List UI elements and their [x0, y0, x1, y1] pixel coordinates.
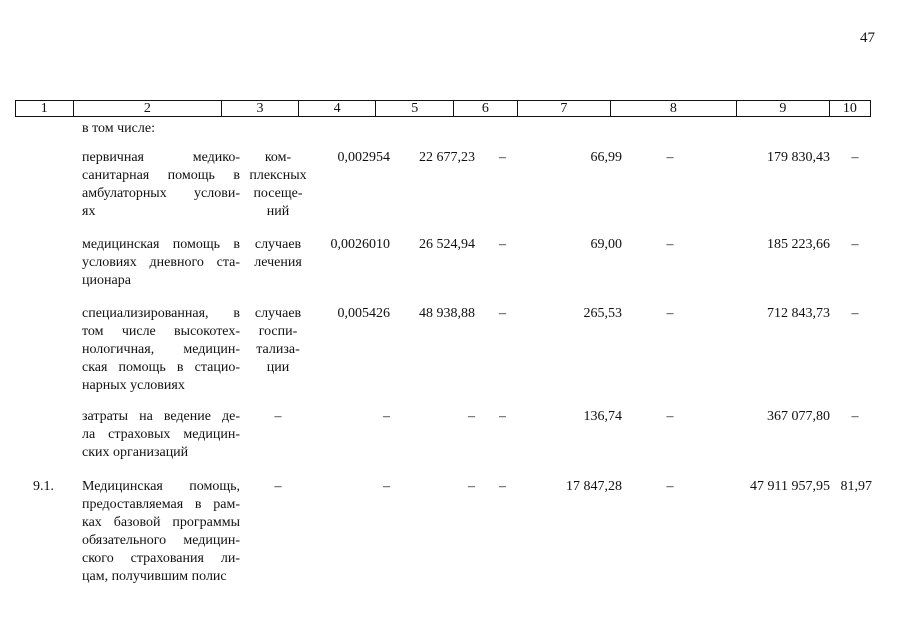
row-name-line: санитарная помощь в — [82, 168, 240, 183]
row-name-line: нологичная, медицин- — [82, 342, 240, 357]
header-cell: 1 — [16, 101, 74, 116]
row-name-line: затраты на ведение де- — [82, 409, 240, 424]
row-unit-line: – — [274, 479, 282, 494]
cell-col-5: 26 524,94 — [419, 237, 475, 252]
subheading: в том числе: — [82, 121, 155, 136]
row-unit-line: – — [274, 409, 282, 424]
header-cell: 2 — [74, 101, 223, 116]
cell-col-6: – — [499, 150, 506, 165]
row-unit — [242, 305, 314, 377]
row-name-line: ского страхования ли- — [82, 551, 240, 566]
cell-col-7: 136,74 — [583, 409, 622, 424]
cell-col-10: – — [851, 409, 859, 424]
cell-col-6: – — [499, 479, 506, 494]
row-unit-line: посеще- — [253, 186, 303, 201]
row-unit-line: случаев — [254, 237, 302, 252]
row-name-line: предоставляемая в рам- — [82, 497, 240, 512]
cell-col-9: 185 223,66 — [767, 237, 830, 252]
cell-col-8: – — [666, 479, 674, 494]
row-name-line: обязательного медицин- — [82, 533, 240, 548]
cell-col-4: 0,005426 — [337, 306, 390, 321]
cell-col-5: 22 677,23 — [419, 150, 475, 165]
cell-col-7: 265,53 — [583, 306, 622, 321]
cell-col-4: – — [383, 479, 390, 494]
row-unit-line: случаев — [254, 306, 302, 321]
cell-col-7: 69,00 — [590, 237, 622, 252]
row-name-line: нарных условиях — [82, 378, 185, 393]
row-unit-line: госпи- — [258, 324, 298, 339]
row-name-line: ционара — [82, 273, 131, 288]
row-name-line: первичная медико- — [82, 150, 240, 165]
row-unit — [242, 478, 314, 496]
row-name-line: медицинская помощь в — [82, 237, 240, 252]
row-name-line: амбулаторных услови- — [82, 186, 240, 201]
row-name-line: ская помощь в стацио- — [82, 360, 240, 375]
row-unit — [242, 408, 314, 426]
header-cell: 4 — [299, 101, 377, 116]
cell-col-6: – — [499, 409, 506, 424]
row-unit-line: тализа- — [256, 342, 300, 357]
cell-col-8: – — [666, 409, 674, 424]
cell-col-9: 712 843,73 — [767, 306, 830, 321]
row-unit-line: ний — [266, 204, 290, 219]
cell-col-7: 66,99 — [590, 150, 622, 165]
row-name-line: цам, получившим полис — [82, 569, 227, 584]
cell-col-8: – — [666, 237, 674, 252]
row-name — [82, 305, 240, 395]
row-number: 9.1. — [33, 479, 54, 494]
cell-col-4: 0,002954 — [337, 150, 390, 165]
cell-col-10: – — [851, 150, 859, 165]
cell-col-4: – — [383, 409, 390, 424]
row-unit — [242, 149, 314, 221]
row-name-line: специализированная, в — [82, 306, 240, 321]
cell-col-10: – — [851, 306, 859, 321]
cell-col-9: 47 911 957,95 — [750, 479, 830, 494]
header-cell: 10 — [842, 101, 857, 116]
cell-col-10: – — [851, 237, 859, 252]
header-cell: 8 — [611, 101, 737, 116]
row-name-line: ках базовой программы — [82, 515, 240, 530]
table-header-row — [15, 100, 871, 117]
cell-col-6: – — [499, 237, 506, 252]
cell-col-9: 179 830,43 — [767, 150, 830, 165]
cell-col-8: – — [666, 306, 674, 321]
header-cell: 3 — [222, 101, 299, 116]
row-unit — [242, 236, 314, 272]
row-name-line: ла страховых медицин- — [82, 427, 240, 442]
cell-col-6: – — [499, 306, 506, 321]
row-name — [82, 236, 240, 290]
row-unit-line: ции — [266, 360, 290, 375]
header-cell: 9 — [737, 101, 830, 116]
row-name-line: ских организаций — [82, 445, 189, 460]
header-cell: 7 — [518, 101, 611, 116]
row-name-line: ях — [82, 204, 96, 219]
header-cell: 6 — [454, 101, 518, 116]
row-name — [82, 408, 240, 462]
cell-col-4: 0,0026010 — [330, 237, 390, 252]
cell-col-5: 48 938,88 — [419, 306, 475, 321]
row-unit-line: ком- — [264, 150, 292, 165]
page-number: 47 — [860, 30, 875, 46]
cell-col-8: – — [666, 150, 674, 165]
cell-col-5: – — [468, 479, 475, 494]
row-name — [82, 478, 240, 586]
cell-col-9: 367 077,80 — [767, 409, 830, 424]
cell-col-5: – — [468, 409, 475, 424]
row-name-line: том числе высокотех- — [82, 324, 240, 339]
cell-col-7: 17 847,28 — [566, 479, 622, 494]
row-name-line: условиях дневного ста- — [82, 255, 240, 270]
row-name — [82, 149, 240, 221]
header-cell: 5 — [376, 101, 454, 116]
row-unit-line: лечения — [254, 255, 302, 270]
row-name-line: Медицинская помощь, — [82, 479, 240, 494]
cell-col-10: 81,97 — [840, 479, 872, 494]
row-unit-line: плексных — [249, 168, 307, 183]
